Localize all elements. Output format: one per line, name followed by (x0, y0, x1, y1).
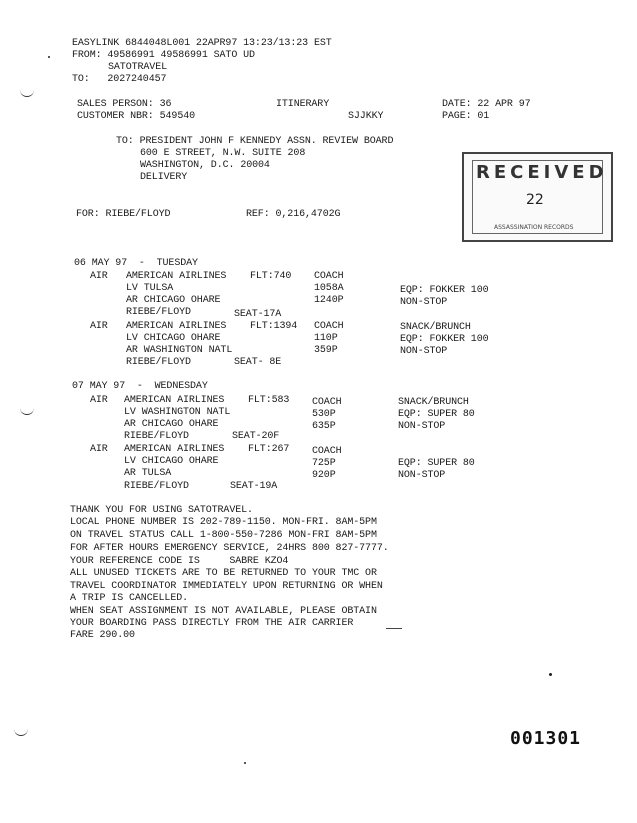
passenger: RIEBE/FLOYD (126, 307, 191, 318)
flight-depart: LV TULSA (126, 283, 174, 294)
arrive-time: 1240P (314, 295, 344, 306)
equipment: EQP: FOKKER 100 (400, 334, 489, 345)
arrive-time: 359P (314, 345, 338, 356)
stops: NON-STOP (400, 297, 448, 308)
flight-number: FLT:1394 (250, 321, 298, 332)
footer-line: WHEN SEAT ASSIGNMENT IS NOT AVAILABLE, PLEASE OBTAIN (70, 606, 377, 617)
flight-type: AIR (90, 321, 108, 332)
meal: SNACK/BRUNCH (398, 397, 469, 408)
stops: NON-STOP (398, 421, 446, 432)
equipment: EQP: SUPER 80 (398, 458, 475, 469)
date: DATE: 22 APR 97 (442, 99, 531, 110)
footer-line: YOUR BOARDING PASS DIRECTLY FROM THE AIR CARRIER (70, 618, 354, 629)
stops: NON-STOP (400, 346, 448, 357)
flight-arrive: AR CHICAGO OHARE (124, 419, 219, 430)
record-code: SJJKKY (348, 111, 384, 122)
footer-line: ON TRAVEL STATUS CALL 1-800-550-7286 MON-FRI 8AM-5PM (70, 530, 377, 541)
address-line-2: 600 E STREET, N.W. SUITE 208 (140, 148, 306, 159)
meal: SNACK/BRUNCH (400, 322, 471, 333)
flight-airline: AMERICAN AIRLINES (124, 444, 225, 455)
equipment: EQP: FOKKER 100 (400, 285, 489, 296)
flight-type: AIR (90, 271, 108, 282)
flight-number: FLT:583 (248, 395, 290, 406)
passenger: RIEBE/FLOYD (124, 431, 189, 442)
binder-hole-mark (20, 406, 34, 415)
arrive-time: 635P (312, 421, 336, 432)
flight-class: COACH (314, 321, 344, 332)
binder-hole-mark (14, 727, 28, 736)
seat: SEAT-17A (234, 309, 282, 320)
address-line-1: TO: PRESIDENT JOHN F KENNEDY ASSN. REVIEW BOARD (116, 136, 394, 147)
day-heading: 06 MAY 97 - TUESDAY (74, 258, 198, 269)
flight-airline: AMERICAN AIRLINES (126, 321, 227, 332)
arrive-time: 920P (312, 470, 336, 481)
flight-number: FLT:740 (250, 271, 292, 282)
depart-time: 725P (312, 458, 336, 469)
reference: REF: 0,216,4702G (246, 209, 341, 220)
flight-airline: AMERICAN AIRLINES (126, 271, 227, 282)
header-line-4: TO: 2027240457 (72, 74, 167, 85)
address-line-3: WASHINGTON, D.C. 20004 (140, 160, 270, 171)
equipment: EQP: SUPER 80 (398, 409, 475, 420)
stops: NON-STOP (398, 470, 446, 481)
flight-arrive: AR TULSA (124, 468, 172, 479)
seat: SEAT-19A (230, 481, 278, 492)
seat: SEAT- 8E (234, 357, 282, 368)
footer-line: THANK YOU FOR USING SATOTRAVEL. (70, 505, 253, 516)
doc-type: ITINERARY (276, 99, 330, 110)
depart-time: 530P (312, 409, 336, 420)
flight-arrive: AR WASHINGTON NATL (126, 345, 233, 356)
day-heading: 07 MAY 97 - WEDNESDAY (72, 381, 208, 392)
flight-class: COACH (312, 446, 342, 457)
flight-type: AIR (90, 395, 108, 406)
scan-speck (244, 762, 246, 764)
address-line-4: DELIVERY (140, 172, 188, 183)
scan-speck (48, 56, 50, 58)
depart-time: 110P (314, 333, 338, 344)
stamp-day: 22 (526, 192, 544, 208)
customer-number: CUSTOMER NBR: 549540 (77, 111, 196, 122)
passenger: RIEBE/FLOYD (124, 481, 189, 492)
footer-line: TRAVEL COORDINATOR IMMEDIATELY UPON RETURNING OR WHEN (70, 581, 383, 592)
flight-class: COACH (314, 271, 344, 282)
flight-class: COACH (312, 397, 342, 408)
flight-number: FLT:267 (248, 444, 290, 455)
header-line-3: SATOTRAVEL (108, 62, 168, 73)
document-number: 001301 (510, 728, 582, 749)
header-line-2: FROM: 49586991 49586991 SATO UD (72, 50, 255, 61)
page-number: PAGE: 01 (442, 111, 490, 122)
received-stamp (462, 152, 613, 242)
passenger: RIEBE/FLOYD (126, 357, 191, 368)
flight-depart: LV WASHINGTON NATL (124, 407, 231, 418)
footer-line: LOCAL PHONE NUMBER IS 202-789-1150. MON-FRI. 8AM-5PM (70, 517, 377, 528)
flight-airline: AMERICAN AIRLINES (124, 395, 225, 406)
flight-depart: LV CHICAGO OHARE (124, 456, 219, 467)
traveler-name: FOR: RIEBE/FLOYD (76, 209, 171, 220)
footer-line: FARE 290.00 (70, 630, 135, 641)
flight-depart: LV CHICAGO OHARE (126, 333, 221, 344)
scan-dash (386, 628, 402, 629)
scan-speck (549, 673, 552, 676)
binder-hole-mark (20, 88, 34, 97)
footer-line: A TRIP IS CANCELLED. (70, 593, 189, 604)
footer-line: ALL UNUSED TICKETS ARE TO BE RETURNED TO YOUR TMC OR (70, 568, 377, 579)
flight-arrive: AR CHICAGO OHARE (126, 295, 221, 306)
header-line-1: EASYLINK 6844048L001 22APR97 13:23/13:23 EST (72, 38, 332, 49)
stamp-word: RECEIVED (476, 162, 608, 183)
stamp-footer: ASSASSINATION RECORDS (494, 224, 574, 231)
footer-line: FOR AFTER HOURS EMERGENCY SERVICE, 24HRS 800 827-7777. (70, 543, 389, 554)
seat: SEAT-20F (232, 431, 280, 442)
sales-person: SALES PERSON: 36 (77, 99, 172, 110)
footer-line: YOUR REFERENCE CODE IS SABRE KZO4 (70, 556, 289, 567)
depart-time: 1058A (314, 283, 344, 294)
flight-type: AIR (90, 444, 108, 455)
